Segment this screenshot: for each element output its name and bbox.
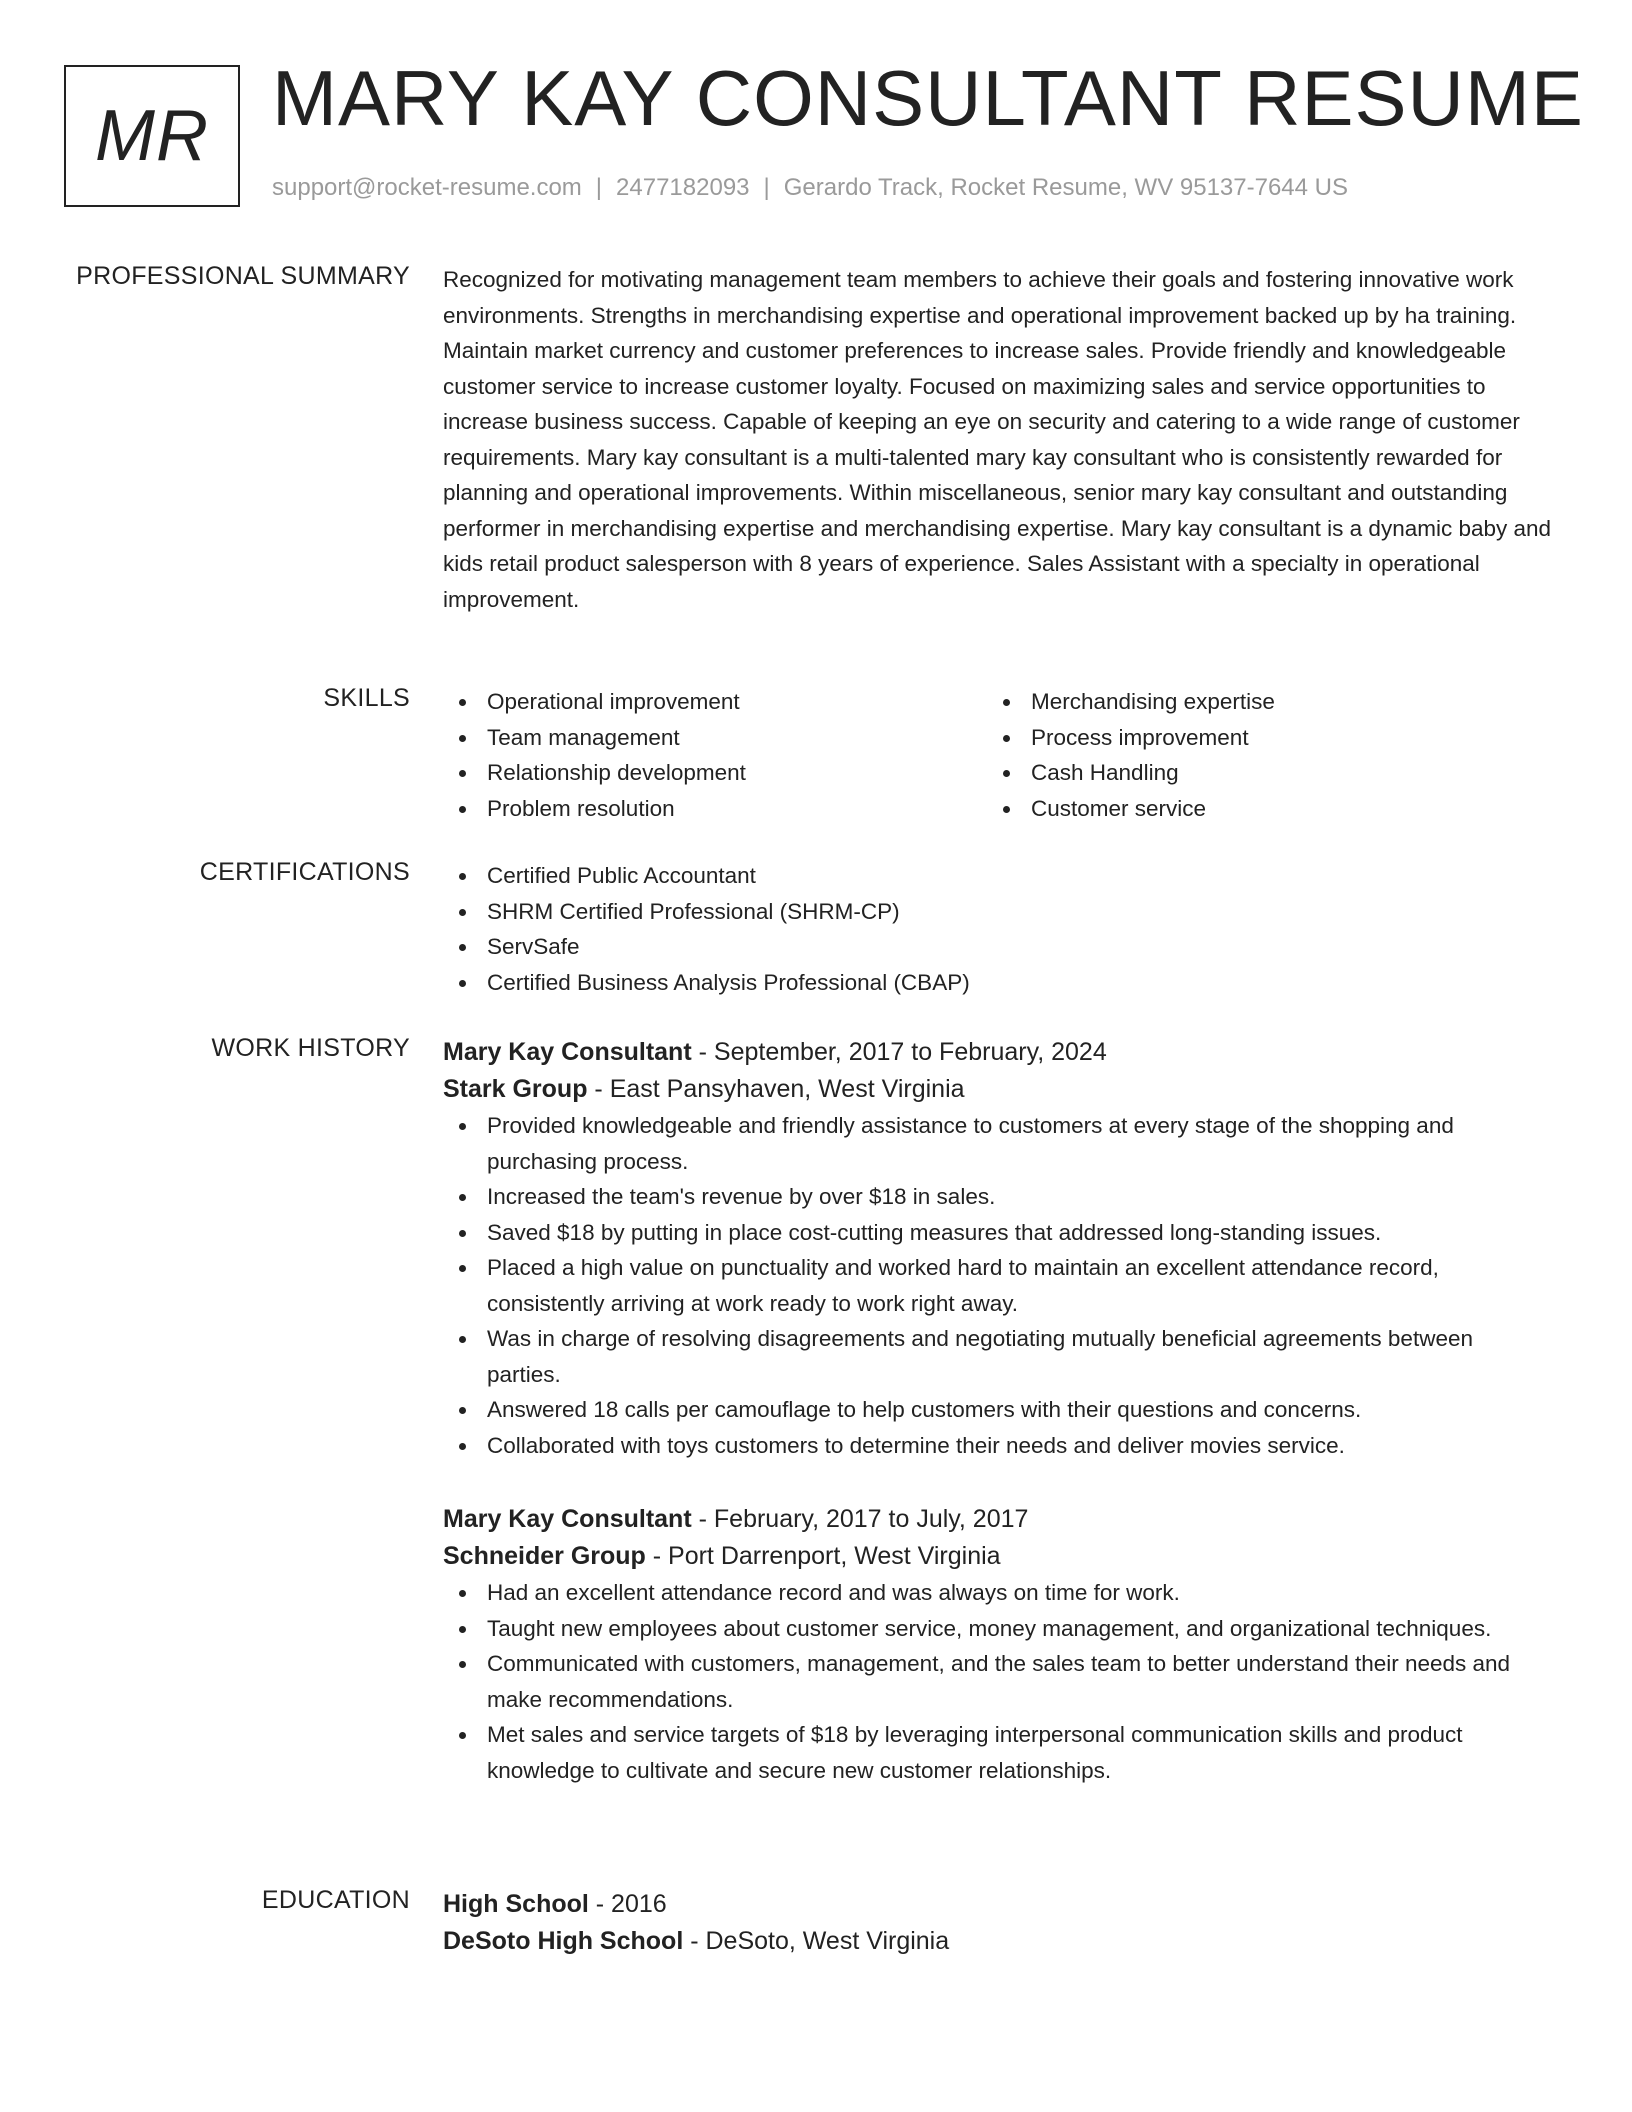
skill-item: Operational improvement xyxy=(443,684,987,720)
job-bullet: Communicated with customers, management, and the sales team to better understand their needs and make recommendations. xyxy=(443,1646,1553,1717)
job-bullet: Saved $18 by putting in place cost-cutting measures that addressed long-standing issues. xyxy=(443,1215,1553,1251)
job-bullets xyxy=(443,1575,1553,1788)
job-bullet: Increased the team's revenue by over $18 in sales. xyxy=(443,1179,1553,1215)
job-company: Schneider Group xyxy=(443,1542,646,1570)
education-degree: High School xyxy=(443,1890,589,1918)
skill-item: Team management xyxy=(443,720,987,756)
certification-item: ServSafe xyxy=(443,929,1553,965)
section-label-work: WORK HISTORY xyxy=(211,1034,410,1062)
skills-column-2 xyxy=(987,684,1531,826)
education-location: - DeSoto, West Virginia xyxy=(683,1927,950,1955)
skill-item: Customer service xyxy=(987,791,1531,827)
job-company: Stark Group xyxy=(443,1075,588,1103)
certification-item: Certified Business Analysis Professional (CBAP) xyxy=(443,965,1553,1001)
contact-email: support@rocket-resume.com xyxy=(272,174,582,201)
job-entry xyxy=(443,1034,1553,1463)
job-bullet: Had an excellent attendance record and was always on time for work. xyxy=(443,1575,1553,1611)
certification-item: SHRM Certified Professional (SHRM-CP) xyxy=(443,894,1553,930)
job-bullet: Collaborated with toys customers to determine their needs and deliver movies service. xyxy=(443,1428,1553,1464)
skill-item: Cash Handling xyxy=(987,755,1531,791)
skills-grid xyxy=(443,684,1553,826)
skills-column-1 xyxy=(443,684,987,826)
section-label-summary: PROFESSIONAL SUMMARY xyxy=(76,262,410,290)
skill-item: Problem resolution xyxy=(443,791,987,827)
contact-separator: | xyxy=(763,174,770,201)
job-title-line xyxy=(443,1034,1553,1071)
job-entry xyxy=(443,1501,1553,1788)
job-title-line xyxy=(443,1501,1553,1538)
summary-text: Recognized for motivating management team members to achieve their goals and fostering innovative work environments. Strengths in merchandising expertise and operational improvement backed up by ha training. Maintain market currency and customer preferences to increase sales. Provide friendly and knowledgeable customer service to increase customer loyalty. Focused on maximizing sales and service opportunities to increase business success. Capable of keeping an eye on security and catering to a wide range of customer requirements. Mary kay consultant is a multi-talented mary kay consultant who is consistently rewarded for planning and operational improvements. Within miscellaneous, senior mary kay consultant and outstanding performer in merchandising expertise and merchandising expertise. Mary kay consultant is a dynamic baby and kids retail product salesperson with 8 years of experience. Sales Assistant with a specialty in operational improvement. xyxy=(443,267,1552,612)
resume-title: MARY KAY CONSULTANT RESUME xyxy=(272,54,1584,142)
job-location: - East Pansyhaven, West Virginia xyxy=(587,1075,965,1103)
section-label-certifications: CERTIFICATIONS xyxy=(199,858,410,886)
work-body xyxy=(443,1034,1553,1788)
job-company-line xyxy=(443,1538,1553,1575)
job-dates: - February, 2017 to July, 2017 xyxy=(691,1505,1029,1533)
education-degree-line xyxy=(443,1886,1553,1923)
contact-phone: 2477182093 xyxy=(616,174,750,201)
job-title: Mary Kay Consultant xyxy=(443,1505,692,1533)
job-bullet: Answered 18 calls per camouflage to help customers with their questions and concerns. xyxy=(443,1392,1553,1428)
job-bullets xyxy=(443,1108,1553,1463)
job-bullet: Taught new employees about customer service, money management, and organizational techniques. xyxy=(443,1611,1553,1647)
education-school: DeSoto High School xyxy=(443,1927,684,1955)
section-label-skills: SKILLS xyxy=(323,684,410,712)
education-school-line xyxy=(443,1923,1553,1960)
section-label-education: EDUCATION xyxy=(261,1886,410,1914)
job-company-line xyxy=(443,1071,1553,1108)
skill-item: Process improvement xyxy=(987,720,1531,756)
certification-item: Certified Public Accountant xyxy=(443,858,1553,894)
certifications-body xyxy=(443,858,1553,1000)
job-bullet: Met sales and service targets of $18 by leveraging interpersonal communication skills and product knowledge to cultivate and secure new customer relationships. xyxy=(443,1717,1553,1788)
job-title: Mary Kay Consultant xyxy=(443,1038,692,1066)
job-bullet: Was in charge of resolving disagreements and negotiating mutually beneficial agreements between parties. xyxy=(443,1321,1553,1392)
education-body xyxy=(443,1886,1553,1960)
summary-body xyxy=(443,262,1553,617)
education-year: - 2016 xyxy=(588,1890,667,1918)
certifications-list xyxy=(443,858,1553,1000)
monogram-box xyxy=(64,65,240,207)
monogram-initials: MR xyxy=(95,96,209,176)
skills-body xyxy=(443,684,1553,826)
skill-item: Merchandising expertise xyxy=(987,684,1531,720)
skill-item: Relationship development xyxy=(443,755,987,791)
job-dates: - September, 2017 to February, 2024 xyxy=(691,1038,1107,1066)
contact-separator: | xyxy=(595,174,603,201)
job-bullet: Placed a high value on punctuality and worked hard to maintain an excellent attendance record, consistently arriving at work ready to work right away. xyxy=(443,1250,1553,1321)
job-location: - Port Darrenport, West Virginia xyxy=(645,1542,1001,1570)
job-bullet: Provided knowledgeable and friendly assistance to customers at every stage of the shopping and purchasing process. xyxy=(443,1108,1553,1179)
contact-address: Gerardo Track, Rocket Resume, WV 95137-7644 US xyxy=(783,174,1348,201)
contact-line xyxy=(272,174,1348,202)
